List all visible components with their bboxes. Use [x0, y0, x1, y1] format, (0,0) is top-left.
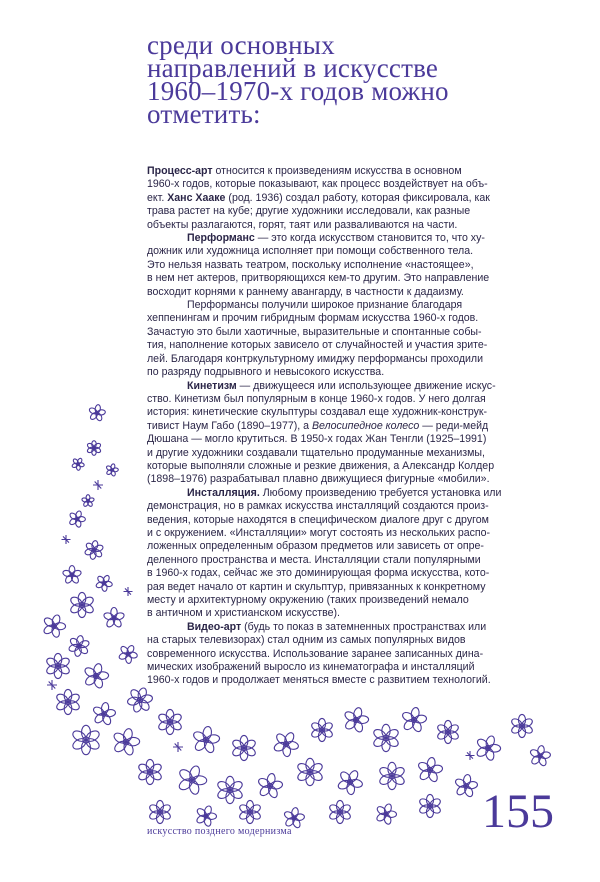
flower-icon	[268, 727, 303, 762]
text-line	[147, 487, 559, 500]
text-line	[147, 232, 559, 245]
flower-icon	[67, 634, 92, 658]
flower-icon	[510, 714, 534, 737]
text-line	[147, 178, 559, 191]
text-run: рая ведет начало от картин и скульптур, привязанных к конкретному	[147, 580, 486, 593]
text-line	[147, 339, 559, 352]
flower-icon	[104, 462, 120, 478]
bold-term: Кинетизм	[187, 379, 237, 392]
flower-icon	[190, 724, 223, 756]
sprig-icon	[47, 680, 57, 690]
flower-icon	[124, 684, 157, 716]
heading-line: 1960–1970-х годов можно	[147, 76, 449, 106]
flower-icon	[238, 800, 262, 823]
text-run: (1898–1976) разрабатывал плавно движущиеся фигурные «мобили».	[147, 473, 490, 486]
text-run: ство. Кинетизм был популярным в конце 1960-х годов. У него долгая	[147, 392, 486, 405]
text-line	[147, 433, 559, 446]
text-line	[147, 581, 559, 594]
bold-term: Ханс Хааке	[167, 191, 226, 204]
text-run: лей. Благодаря контркультурному имиджу перформансы проходили	[147, 352, 484, 365]
text-line	[147, 661, 559, 674]
text-run: Зачастую это были хаотичные, выразительные и спонтанные собы-	[147, 325, 482, 338]
sprig-icon	[62, 535, 71, 544]
flower-icon	[39, 611, 70, 641]
flower-icon	[332, 765, 367, 800]
text-run: ложенных определенным образом предметов или зависеть от опре-	[147, 540, 484, 553]
sprig-icon	[466, 751, 475, 760]
text-line	[147, 674, 559, 687]
heading-line: среди основных	[147, 30, 335, 60]
body-text	[147, 165, 559, 688]
text-run: восходит корнями к раннему авангарду, в частности к дадаизму.	[147, 285, 464, 298]
text-line	[147, 607, 559, 620]
text-run: — это когда искусством становится то, что ху-	[254, 232, 485, 245]
text-run: — движущееся или использующее движение искус-	[236, 379, 496, 392]
text-line	[147, 259, 559, 272]
text-run: Дюшана — могло крутиться. В 1950-х годах Жан Тенгли (1925–1991)	[147, 433, 487, 446]
running-footer-title: искусство позднего модернизма	[147, 826, 292, 837]
flower-icon	[87, 403, 107, 422]
text-line	[147, 192, 559, 205]
page-heading	[147, 30, 567, 129]
flower-icon	[157, 709, 183, 734]
flower-icon	[310, 718, 334, 741]
sprig-icon	[93, 480, 103, 490]
bold-term: Инсталляция.	[187, 486, 260, 499]
text-line	[147, 245, 559, 258]
paragraph	[147, 165, 559, 232]
bold-term: Перформанс	[187, 232, 255, 245]
text-run: 1960-х годов, которые показывают, как процесс воздействует на объ-	[147, 178, 488, 191]
text-line	[147, 460, 559, 473]
text-run: хеппенингам и прочим гибридным формам искусства 1960-х годов.	[147, 312, 479, 325]
text-line	[147, 353, 559, 366]
flower-icon	[69, 455, 87, 472]
sprig-icon	[124, 587, 133, 596]
text-line	[147, 527, 559, 540]
text-run: в 1960-х годах, сейчас же это доминирующая форма искусства, кото-	[147, 567, 490, 580]
flower-icon	[527, 744, 552, 768]
text-line	[147, 312, 559, 325]
flower-icon	[62, 566, 82, 585]
text-run: месту и архитектурному окружению (таких произведений немало	[147, 594, 469, 606]
paragraph	[147, 232, 559, 299]
text-line	[147, 286, 559, 299]
text-line	[147, 554, 559, 567]
paragraph	[147, 299, 559, 379]
text-run: и другие художники создавали тщательно продуманные механизмы,	[147, 446, 485, 459]
text-run: тивист Наум Габо (1890–1977), а	[147, 419, 312, 432]
flower-icon	[452, 773, 480, 800]
text-run: деленного пространства и места. Инсталляции стали популярными	[147, 553, 481, 566]
text-line	[147, 648, 559, 661]
flower-icon	[216, 776, 244, 803]
flower-icon	[103, 608, 125, 629]
flower-icon	[255, 771, 285, 800]
text-line	[147, 473, 559, 486]
bold-term: Видео-арт	[187, 620, 242, 633]
flower-icon	[71, 725, 101, 754]
flower-icon	[137, 759, 163, 784]
text-line	[147, 219, 559, 232]
text-run: — реди-мейд	[419, 419, 489, 432]
text-line	[147, 540, 559, 553]
bold-term: Процесс-арт	[147, 165, 213, 177]
flower-icon	[173, 761, 212, 799]
flower-icon	[231, 735, 257, 760]
text-line	[147, 205, 559, 218]
text-line	[147, 366, 559, 379]
flower-icon	[296, 758, 324, 785]
text-line	[147, 567, 559, 580]
text-run: мических изображений выросло из кинематографа и инсталляций	[147, 661, 475, 674]
text-run: по разряду подрывного и невысокого искусства.	[147, 366, 385, 379]
text-run: ект.	[147, 191, 168, 204]
flower-icon	[378, 762, 406, 789]
sprig-icon	[173, 742, 183, 752]
flower-icon	[372, 724, 400, 751]
paragraph	[147, 380, 559, 487]
text-line	[147, 299, 559, 312]
text-line	[147, 165, 559, 178]
text-run: на старых телевизорах) стал одним из самых популярных видов	[147, 634, 466, 647]
text-run: которые выполняли сложные и резкие движения, а Александр Колдер	[147, 459, 495, 472]
heading-line: направлений в искусстве	[147, 53, 439, 83]
text-line	[147, 380, 559, 393]
text-run: Перформансы получили широкое признание благодаря	[187, 299, 463, 312]
flower-icon	[415, 755, 445, 784]
text-run: Любому произведению требуется установка или	[259, 486, 502, 499]
text-run: объекты разлагаются, горят, таят или разваливаются на части.	[147, 218, 458, 231]
flower-icon	[148, 800, 172, 823]
flower-icon	[45, 653, 71, 678]
text-run: ведения, которые находятся в специфическом диалоге друг с другом	[147, 513, 489, 526]
text-run: Это нельзя назвать театром, поскольку исполнение «настоящее»,	[147, 258, 474, 271]
text-line	[147, 621, 559, 634]
text-run: современного искусства. Использование заранее записанных дина-	[147, 647, 484, 660]
italic-title: Велосипедное колесо	[311, 419, 420, 432]
text-line	[147, 420, 559, 433]
flower-icon	[115, 641, 142, 667]
paragraph	[147, 487, 559, 621]
text-line	[147, 326, 559, 339]
heading-line: отметить:	[147, 99, 261, 129]
text-run: тия, наполнение которых зависело от случайностей и участия зрите-	[147, 339, 488, 352]
flower-icon	[436, 720, 460, 743]
text-line	[147, 447, 559, 460]
text-run: в античном и христианском искусстве).	[147, 607, 340, 620]
text-run: в нем нет актеров, притворяющихся кем-то другим. Это направление	[147, 272, 490, 285]
flower-icon	[80, 660, 112, 691]
text-run: 1960-х годов и продолжает меняться вместе с развитием технологий.	[147, 674, 491, 687]
text-run: (будь то показ в затемненных пространствах или	[241, 620, 487, 633]
flower-icon	[340, 704, 372, 735]
text-run: дожник или художница исполняет при помощи собственного тела.	[147, 245, 474, 258]
text-line	[147, 393, 559, 406]
text-line	[147, 500, 559, 513]
flower-icon	[69, 592, 95, 617]
page-number: 155	[482, 785, 554, 838]
text-run: и с окружением. «Инсталляции» могут состоять из нескольких распо-	[147, 526, 491, 539]
text-line	[147, 634, 559, 647]
flower-icon	[471, 732, 504, 765]
text-line	[147, 594, 559, 607]
text-run: демонстрация, но в рамках искусства инсталляций создаются произ-	[147, 500, 489, 513]
flower-icon	[66, 508, 88, 530]
paragraph	[147, 621, 559, 688]
flower-icon	[418, 794, 442, 817]
flower-icon	[109, 725, 144, 759]
flower-icon	[87, 441, 102, 456]
text-run: история: кинетические скульптуры создавал еще художник-конструк-	[147, 406, 488, 419]
flower-icon	[81, 495, 94, 508]
flower-icon	[399, 705, 429, 734]
text-line	[147, 514, 559, 527]
flower-icon	[328, 800, 352, 823]
text-run: трава растет на кубе; другие художники исследовали, как разные	[147, 205, 471, 218]
flower-icon	[92, 571, 116, 594]
flower-icon	[372, 800, 400, 827]
text-line	[147, 406, 559, 419]
flower-icon	[90, 701, 118, 728]
flower-icon	[83, 539, 105, 561]
text-run: относится к произведениям искусства в основном	[212, 165, 462, 177]
flower-icon	[55, 689, 81, 714]
text-run: (род. 1936) создал работу, которая фиксировала, как	[225, 191, 490, 204]
text-line	[147, 272, 559, 285]
